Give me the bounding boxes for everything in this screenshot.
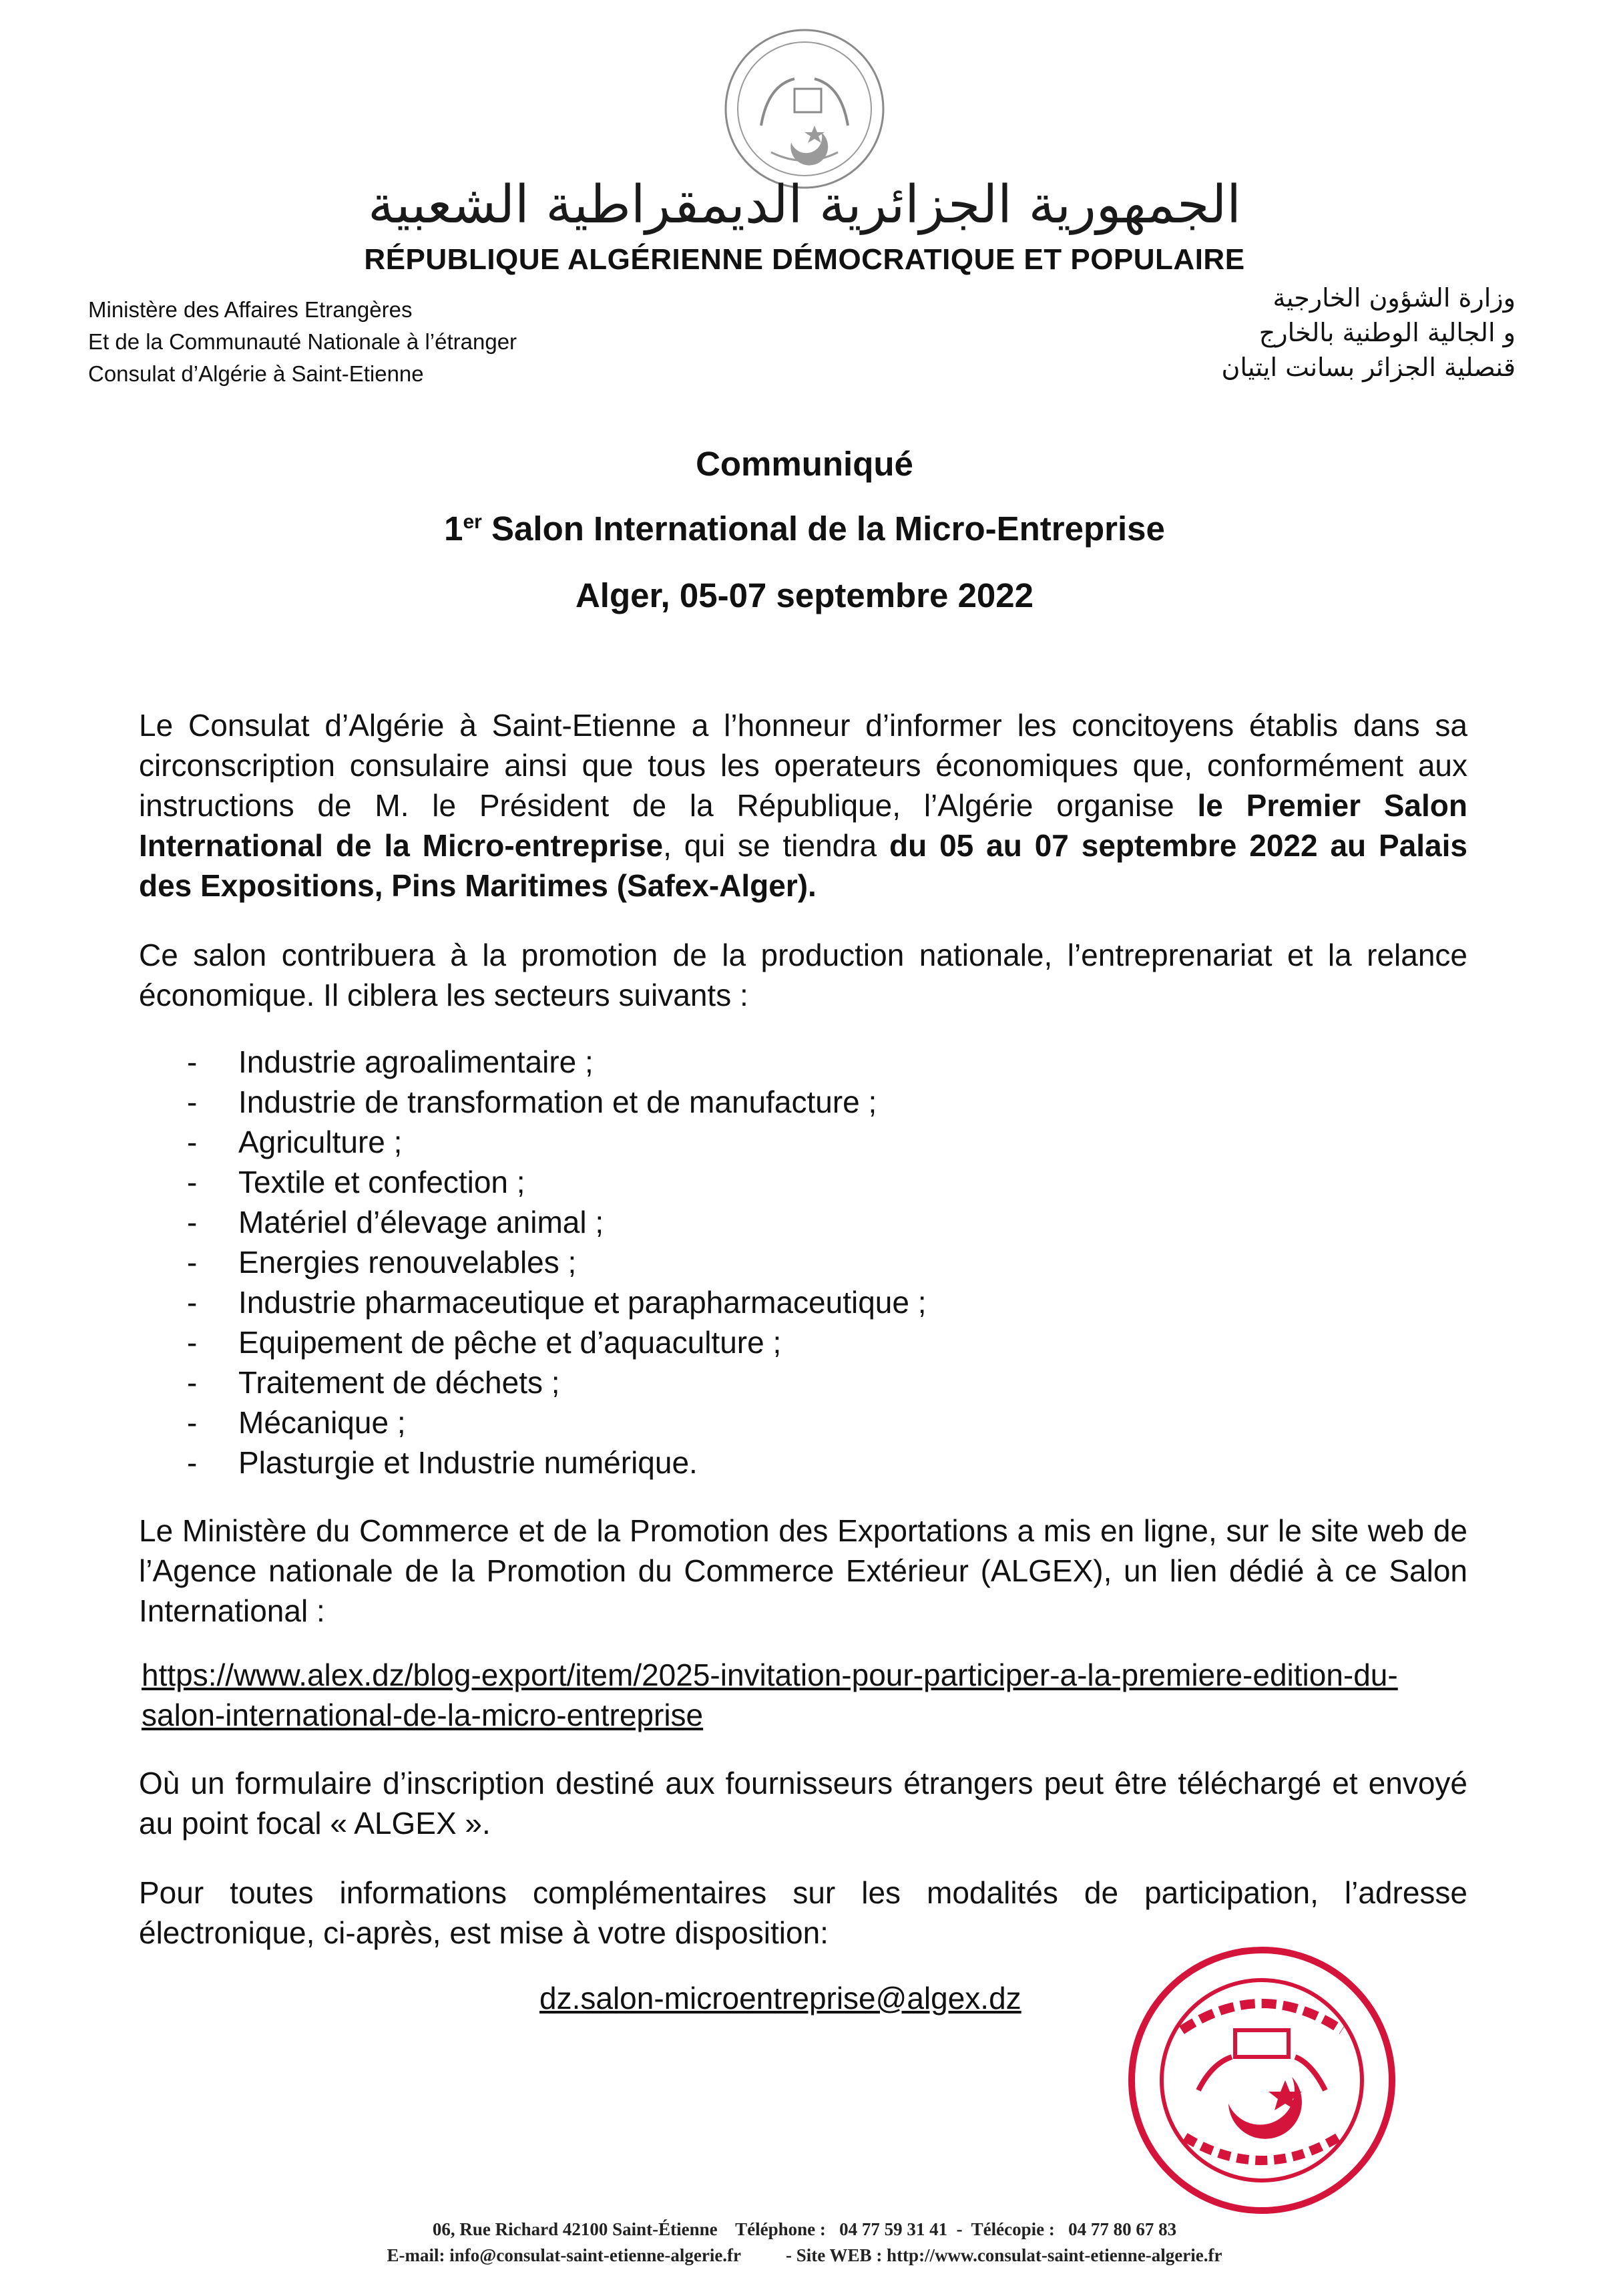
form-text: Où un formulaire d’inscription destiné aux fournisseurs étrangers peut être téléchargé et envoyé au point focal « ALGEX ». (139, 1766, 1467, 1841)
list-item: - Textile et confection ; (187, 1162, 927, 1202)
arabic-republic-title: الجمهورية الجزائرية الديمقراطية الشعبية (368, 175, 1241, 235)
info-text: Pour toutes informations complémentaires sur les modalités de participation, l’adresse électronique, ci-après, est mise à votre disposition: (139, 1875, 1467, 1950)
sector-label: Matériel d’élevage animal ; (238, 1205, 604, 1239)
salon-ordinal-suffix: er (463, 511, 482, 533)
sector-label: Energies renouvelables ; (238, 1245, 577, 1280)
ministry-line: Ministère des Affaires Etrangères (88, 297, 413, 322)
intro-bold-dates: du 05 au 07 septembre 2022 au Palais des Expositions, Pins Maritimes (Safex-Alger). (139, 828, 1468, 903)
sectors-intro-paragraph (139, 935, 1467, 1015)
list-item: - Industrie pharmaceutique et parapharmaceutique ; (187, 1282, 927, 1322)
french-republic-title: RÉPUBLIQUE ALGÉRIENNE DÉMOCRATIQUE ET POPULAIRE (364, 243, 1245, 276)
intro-bold-salon: le Premier Salon International de la Micro-entreprise (139, 788, 1467, 863)
salon-name: Salon International de la Micro-Entreprise (481, 510, 1165, 548)
sector-label: Industrie de transformation et de manufacture ; (238, 1085, 877, 1119)
ministry-paragraph (139, 1511, 1467, 1631)
salon-title (0, 509, 1609, 548)
list-item: - Matériel d’élevage animal ; (187, 1202, 927, 1242)
form-paragraph (139, 1763, 1467, 1843)
list-item: - Plasturgie et Industrie numérique. (187, 1443, 927, 1483)
consulate-line-ar: قنصلية الجزائر بسانت ايتيان (1221, 353, 1516, 382)
ministry-text: Le Ministère du Commerce et de la Promotion des Exportations a mis en ligne, sur le site web de l’Agence nationale de la Promotion du Commerce Extérieur (ALGEX), un lien dédié à ce Salon International : (139, 1513, 1467, 1628)
ministry-line-ar: و الجالية الوطنية بالخارج (1258, 318, 1516, 347)
ministry-line: Et de la Communauté Nationale à l’étranger (88, 329, 517, 354)
sector-label: Textile et confection ; (238, 1165, 525, 1199)
footer-address: 06, Rue Richard 42100 Saint-Étienne Téléphone : 04 77 59 31 41 - Télécopie : 04 77 80 67 83 (432, 2219, 1177, 2239)
intro-text: Le Consulat d’Algérie à Saint-Etienne a l’honneur d’informer les concitoyens établis dans sa circonscription consulaire ainsi que tous les operateurs économiques que, conformément aux instructions de M. le Président de la République, l’Algérie organise (139, 708, 1467, 823)
ministry-line-ar: وزارة الشؤون الخارجية (1273, 283, 1516, 313)
communique-title: Communiqué (696, 445, 913, 483)
list-item: - Industrie de transformation et de manufacture ; (187, 1082, 927, 1122)
algeria-emblem-icon (721, 25, 888, 192)
ministry-header-ar (1048, 280, 1516, 385)
consulate-stamp-icon (1118, 1937, 1405, 2224)
contact-email-link[interactable]: dz.salon-microentreprise@algex.dz (539, 1981, 1021, 2016)
list-item: - Traitement de déchets ; (187, 1362, 927, 1402)
ministry-header-fr (88, 294, 517, 390)
list-item: - Energies renouvelables ; (187, 1242, 927, 1282)
salon-date: Alger, 05-07 septembre 2022 (575, 576, 1034, 614)
list-item: - Agriculture ; (187, 1122, 927, 1162)
salon-ordinal: 1 (444, 510, 463, 548)
algex-salon-link[interactable]: https://www.alex.dz/blog-export/item/2025-invitation-pour-participer-a-la-premiere-edition-du-salon-international-de-la-micro-entreprise (142, 1658, 1398, 1732)
list-item: - Equipement de pêche et d’aquaculture ; (187, 1322, 927, 1362)
sector-label: Industrie pharmaceutique et parapharmaceutique ; (238, 1285, 927, 1320)
intro-paragraph (139, 705, 1467, 906)
consulate-line: Consulat d’Algérie à Saint-Etienne (88, 361, 424, 386)
list-item: - Industrie agroalimentaire ; (187, 1042, 927, 1082)
intro-text-2: , qui se tiendra (663, 828, 890, 863)
footer-contact: E-mail: info@consulat-saint-etienne-algerie.fr - Site WEB : http://www.consulat-saint-etienne-algerie.fr (387, 2245, 1222, 2265)
sectors-intro-text: Ce salon contribuera à la promotion de la production nationale, l’entreprenariat et la relance économique. Il ciblera les secteurs suivants : (139, 938, 1467, 1012)
sector-label: Agriculture ; (238, 1125, 403, 1159)
sector-label: Traitement de déchets ; (238, 1365, 560, 1400)
list-item: - Mécanique ; (187, 1402, 927, 1443)
sector-label: Industrie agroalimentaire ; (238, 1044, 594, 1079)
sector-label: Mécanique ; (238, 1405, 406, 1440)
sectors-list (187, 1042, 927, 1483)
sector-label: Equipement de pêche et d’aquaculture ; (238, 1325, 782, 1360)
sector-label: Plasturgie et Industrie numérique. (238, 1445, 698, 1480)
